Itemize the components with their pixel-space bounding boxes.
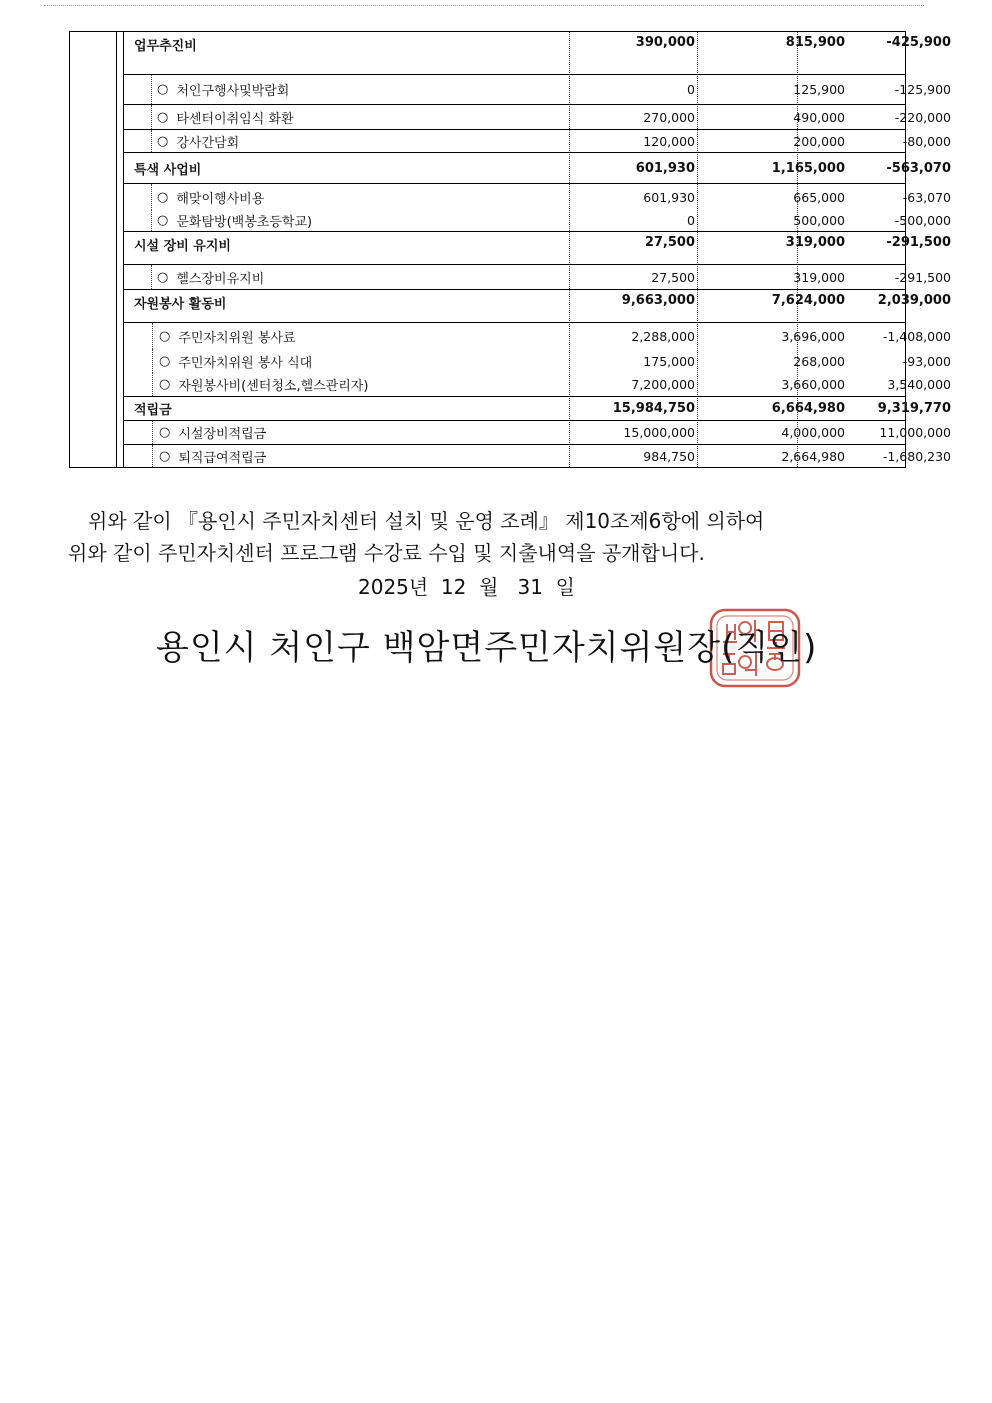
budget-amount: 0 [687, 213, 695, 228]
difference-amount: -93,000 [902, 353, 951, 369]
item-name: 강사간담회 [176, 135, 240, 151]
budget-amount: 2,288,000 [631, 328, 695, 344]
bullet-circle: ○ [157, 269, 169, 285]
bullet-circle: ○ [159, 425, 171, 440]
expense-table [69, 31, 951, 468]
spent-amount: 125,900 [793, 82, 845, 97]
bullet-circle: ○ [159, 353, 171, 369]
item-name: 퇴직급여적립금 [178, 450, 267, 466]
difference-amount: -63,070 [902, 189, 951, 205]
difference-amount: 9,319,770 [877, 401, 951, 416]
item-name: 처인구행사및박람회 [176, 84, 290, 99]
budget-amount: 175,000 [643, 353, 695, 369]
spent-amount: 1,165,000 [771, 160, 845, 176]
category-name: 시설 장비 유지비 [134, 239, 231, 254]
budget-amount: 601,930 [643, 189, 695, 205]
budget-amount: 9,663,000 [621, 293, 695, 308]
notice-line-2: 위와 같이 주민자치센터 프로그램 수강료 수입 및 지출내역을 공개합니다. [68, 541, 705, 565]
budget-amount: 0 [687, 82, 695, 97]
difference-amount: -563,070 [886, 160, 951, 176]
spent-amount: 6,664,980 [771, 401, 845, 416]
bullet-circle: ○ [159, 328, 171, 344]
budget-amount: 601,930 [635, 160, 695, 176]
difference-amount: -291,500 [886, 235, 951, 250]
spent-amount: 268,000 [793, 353, 845, 369]
page-top-rule [44, 5, 924, 6]
budget-amount: 984,750 [643, 448, 695, 464]
budget-amount: 120,000 [643, 133, 695, 149]
budget-amount: 270,000 [643, 109, 695, 125]
budget-amount: 390,000 [635, 35, 695, 50]
difference-amount: -1,680,230 [882, 448, 951, 464]
table-row [123, 75, 951, 105]
table-row [123, 105, 951, 130]
budget-amount: 15,000,000 [623, 425, 695, 440]
budget-amount: 27,500 [651, 269, 695, 285]
category-name: 특색 사업비 [134, 162, 202, 178]
budget-amount: 7,200,000 [631, 377, 695, 392]
item-name: 문화탐방(백봉초등학교) [176, 215, 313, 230]
item-name: 주민자치위원 봉사료 [178, 330, 296, 346]
spent-amount: 815,900 [785, 35, 845, 50]
spent-amount: 319,000 [793, 269, 845, 285]
bullet-circle: ○ [157, 213, 169, 228]
spent-amount: 3,696,000 [781, 328, 845, 344]
issue-date: 2025년 12 월 31 일 [358, 575, 575, 599]
table-row [123, 153, 951, 184]
difference-amount: -1,408,000 [882, 328, 951, 344]
difference-amount: -291,500 [894, 269, 951, 285]
bullet-circle: ○ [157, 82, 169, 97]
difference-amount: 3,540,000 [887, 377, 951, 392]
bullet-circle: ○ [157, 109, 169, 125]
bullet-circle: ○ [157, 189, 169, 205]
budget-amount: 27,500 [644, 235, 695, 250]
table-row [123, 130, 951, 153]
table-row [123, 397, 951, 421]
spent-amount: 4,000,000 [781, 425, 845, 440]
table-rule [116, 32, 117, 467]
item-name: 타센터이취임식 화환 [176, 111, 294, 127]
difference-amount: -80,000 [902, 133, 951, 149]
bullet-circle: ○ [159, 448, 171, 464]
spent-amount: 7,624,000 [771, 293, 845, 308]
item-name: 주민자치위원 봉사 식대 [178, 355, 313, 371]
table-row [123, 373, 951, 397]
bullet-circle: ○ [157, 133, 169, 149]
table-row [123, 32, 951, 75]
category-name: 자원봉사 활동비 [134, 297, 227, 312]
table-row [123, 265, 951, 290]
difference-amount: -500,000 [894, 213, 951, 228]
table-row [123, 323, 951, 349]
spent-amount: 490,000 [793, 109, 845, 125]
table-row [123, 421, 951, 445]
table-row [123, 445, 951, 467]
notice-line-1: 위와 같이 『용인시 주민자치센터 설치 및 운영 조례』 제10조제6항에 의하여 [88, 509, 765, 533]
table-row [123, 232, 951, 265]
difference-amount: -125,900 [894, 82, 951, 97]
table-row [123, 184, 951, 210]
table-row [123, 210, 951, 232]
bullet-circle: ○ [159, 377, 171, 392]
item-name: 해맞이행사비용 [176, 191, 265, 207]
difference-amount: -425,900 [886, 35, 951, 50]
category-name: 업무추진비 [134, 39, 197, 54]
spent-amount: 200,000 [793, 133, 845, 149]
spent-amount: 665,000 [793, 189, 845, 205]
spent-amount: 3,660,000 [781, 377, 845, 392]
spent-amount: 319,000 [785, 235, 845, 250]
category-name: 적립금 [134, 403, 172, 418]
table-row [123, 349, 951, 373]
spent-amount: 500,000 [793, 213, 845, 228]
budget-amount: 15,984,750 [612, 401, 695, 416]
item-name: 자원봉사비(센터청소,헬스관리자) [178, 379, 369, 394]
signature-line: 용인시 처인구 백암면주민자치위원장(직인) [156, 628, 818, 668]
difference-amount: -220,000 [894, 109, 951, 125]
item-name: 헬스장비유지비 [176, 271, 265, 287]
spent-amount: 2,664,980 [781, 448, 845, 464]
difference-amount: 2,039,000 [877, 293, 951, 308]
item-name: 시설장비적립금 [178, 427, 267, 442]
table-row [123, 290, 951, 323]
difference-amount: 11,000,000 [879, 425, 951, 440]
